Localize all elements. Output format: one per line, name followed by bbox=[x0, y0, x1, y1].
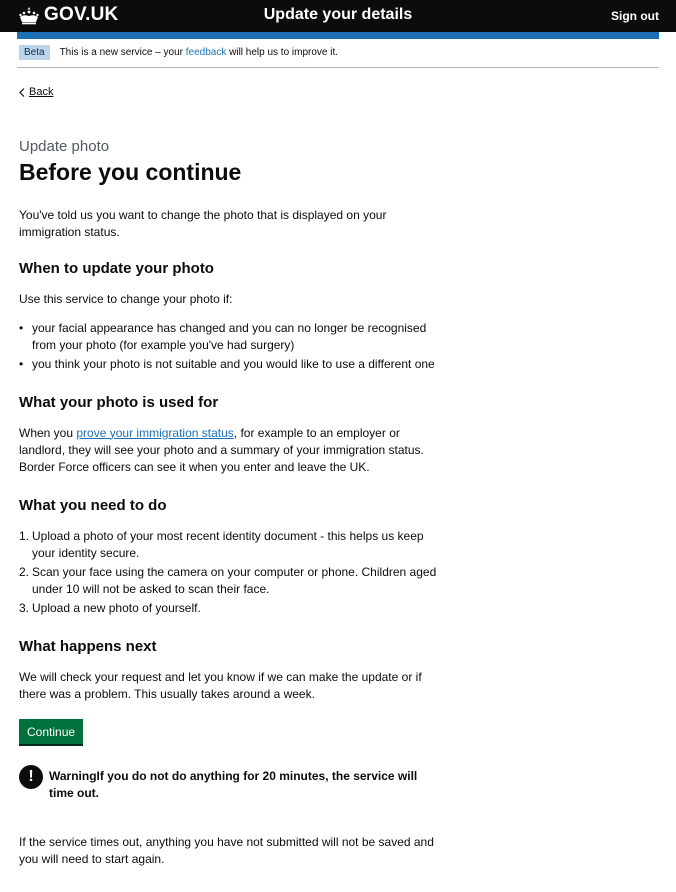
step-number: 2. bbox=[19, 564, 30, 579]
intro-text: You've told us you want to change the photo that is displayed on your immigration status. bbox=[19, 207, 387, 239]
step-number: 3. bbox=[19, 600, 30, 615]
when-heading: When to update your photo bbox=[19, 259, 214, 277]
page-caption: Update photo bbox=[19, 137, 110, 155]
back-link[interactable] bbox=[19, 86, 53, 98]
warning-text: WarningIf you do not do anything for 20 minutes, the service will time out. bbox=[49, 768, 418, 800]
chevron-left-icon bbox=[19, 88, 25, 97]
when-lead: Use this service to change your photo if: bbox=[19, 291, 233, 306]
step-text: Upload a photo of your most recent identity document - this helps us keep your identity secure. bbox=[32, 528, 424, 560]
phase-banner-text bbox=[60, 47, 338, 58]
step-text: Scan your face using the camera on your computer or phone. Children aged under 10 will not be asked to scan their face. bbox=[32, 564, 437, 596]
timeout-note: If the service times out, anything you have not submitted will not be saved and you will need to start again. bbox=[19, 834, 434, 866]
service-name[interactable]: Update your details bbox=[263, 6, 413, 23]
phase-text-before: This is a new service – your bbox=[59, 47, 186, 58]
list-item: • you think your photo is not suitable and you would like to use a different one bbox=[19, 356, 441, 373]
used-for-text bbox=[19, 425, 441, 476]
list-item bbox=[19, 564, 441, 598]
need-to-do-heading: What you need to do bbox=[19, 496, 167, 514]
feedback-link[interactable]: feedback bbox=[185, 47, 227, 58]
logo-text: GOV.UK bbox=[44, 4, 119, 25]
steps-list bbox=[19, 528, 441, 617]
beta-tag: Beta bbox=[19, 45, 50, 60]
used-for-text-after: , for example to an employer or landlord, they will see your photo and a summary of your immigration status. Border Force officers can see it when you enter and leave the UK. bbox=[19, 425, 424, 474]
warning-icon: ! bbox=[19, 765, 43, 789]
list-item bbox=[19, 528, 441, 562]
used-for-heading: What your photo is used for bbox=[19, 393, 219, 411]
back-link-label: Back bbox=[29, 86, 54, 98]
site-header bbox=[0, 0, 676, 32]
next-text: We will check your request and let you know if we can make the update or if there was a problem. This usually takes around a week. bbox=[19, 669, 422, 701]
sign-out-link[interactable]: Sign out bbox=[611, 9, 659, 23]
list-item: • your facial appearance has changed and you can no longer be recognised from your photo (for example you've had surgery) bbox=[19, 320, 441, 354]
warning-callout bbox=[19, 768, 441, 802]
step-number: 1. bbox=[19, 528, 30, 543]
phase-banner bbox=[17, 39, 659, 68]
page-title: Before you continue bbox=[19, 158, 242, 185]
main-content bbox=[0, 138, 460, 868]
continue-button[interactable]: Continue bbox=[19, 719, 83, 744]
list-item bbox=[19, 600, 441, 617]
step-text: Upload a new photo of yourself. bbox=[32, 600, 201, 615]
header-accent-bar bbox=[17, 32, 659, 39]
next-heading: What happens next bbox=[19, 637, 157, 655]
phase-text-after: will help us to improve it. bbox=[226, 47, 339, 58]
used-for-text-before: When you bbox=[19, 425, 77, 440]
prove-immigration-status-link[interactable]: prove your immigration status bbox=[76, 425, 234, 440]
when-list bbox=[19, 320, 441, 373]
